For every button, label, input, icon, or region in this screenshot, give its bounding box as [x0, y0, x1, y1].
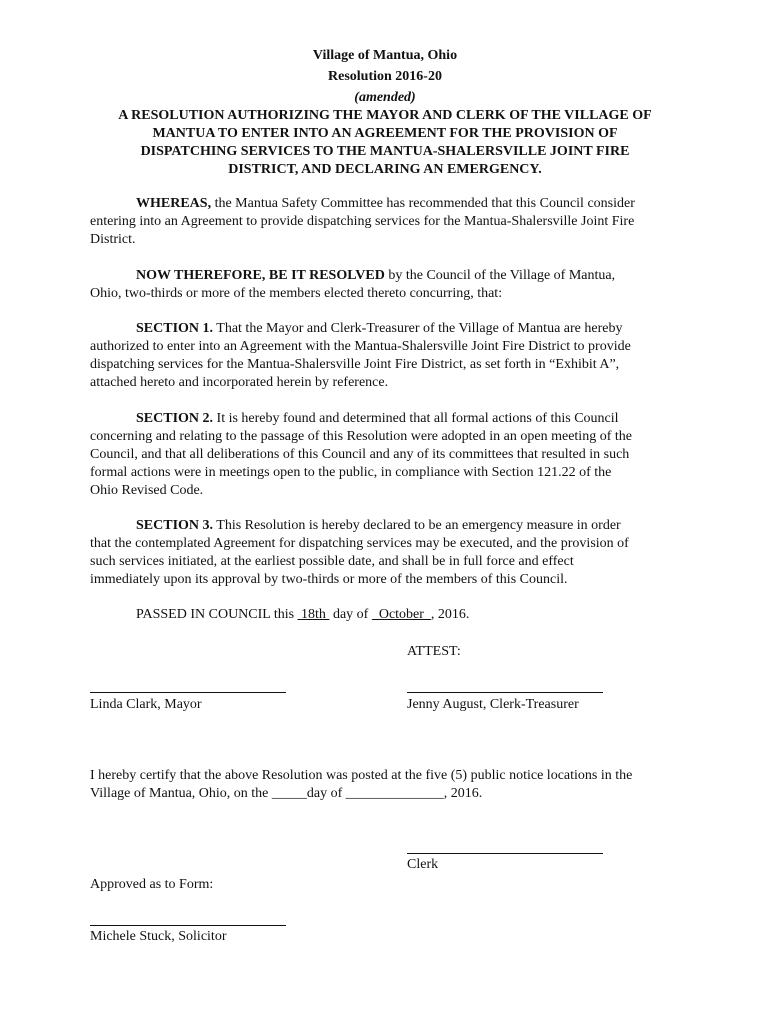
section-2-lead: SECTION 2. — [136, 411, 214, 426]
paragraph-line: District. — [90, 232, 136, 247]
paragraph-line: Ohio Revised Code. — [90, 483, 204, 498]
paragraph-line: authorized to enter into an Agreement with the Mantua-Shalersville Joint Fire District to provide — [90, 339, 631, 354]
paragraph-line: that the contemplated Agreement for dispatching services may be executed, and the provision of — [90, 536, 629, 551]
section-3-lead: SECTION 3. — [136, 518, 214, 533]
paragraph-line: by the Council of the Village of Mantua, — [384, 268, 616, 283]
resolved-paragraph — [90, 267, 678, 303]
mayor-signature-line — [90, 692, 286, 693]
paragraph-line: That the Mayor and Clerk-Treasurer of the Village of Mantua are hereby — [213, 321, 623, 336]
passed-prefix: PASSED IN COUNCIL this — [136, 607, 298, 622]
paragraph-line: This Resolution is hereby declared to be an emergency measure in order — [213, 518, 621, 533]
passed-in-council — [90, 606, 678, 624]
resolution-number: Resolution 2016-20 — [328, 69, 442, 84]
title-line: DISTRICT, AND DECLARING AN EMERGENCY. — [228, 162, 542, 177]
clerk-treasurer-name: Jenny August, Clerk-Treasurer — [407, 697, 579, 712]
title-line: A RESOLUTION AUTHORIZING THE MAYOR AND CLERK OF THE VILLAGE OF — [118, 108, 652, 123]
paragraph-line: Ohio, two-thirds or more of the members elected thereto concurring, that: — [90, 286, 503, 301]
solicitor-name: Michele Stuck, Solicitor — [90, 929, 227, 944]
whereas-paragraph — [90, 195, 678, 249]
passed-mid: day of — [329, 607, 372, 622]
resolution-title — [0, 107, 770, 179]
section-1-lead: SECTION 1. — [136, 321, 214, 336]
paragraph-line: Village of Mantua, Ohio, on the _____day of ______________, 2016. — [90, 786, 483, 801]
passed-day: 18th — [297, 607, 330, 622]
paragraph-line: Council, and that all deliberations of this Council and any of its committees that resulted in such — [90, 447, 630, 462]
certification-paragraph — [90, 767, 690, 803]
passed-suffix: , 2016. — [430, 607, 470, 622]
village-heading: Village of Mantua, Ohio — [312, 48, 458, 63]
passed-month: October — [371, 607, 431, 622]
title-line: MANTUA TO ENTER INTO AN AGREEMENT FOR THE PROVISION OF — [152, 126, 618, 141]
paragraph-line: I hereby certify that the above Resolution was posted at the five (5) public notice locations in the — [90, 768, 633, 783]
section-3 — [90, 517, 678, 589]
amended-note: (amended) — [354, 90, 416, 105]
paragraph-line: formal actions were in meetings open to the public, in compliance with Section 121.22 of the — [90, 465, 612, 480]
solicitor-signature-line — [90, 925, 286, 926]
mayor-name: Linda Clark, Mayor — [90, 697, 202, 712]
paragraph-line: It is hereby found and determined that all formal actions of this Council — [213, 411, 619, 426]
title-line: DISPATCHING SERVICES TO THE MANTUA-SHALERSVILLE JOINT FIRE — [140, 144, 630, 159]
whereas-lead: WHEREAS, — [136, 196, 212, 211]
paragraph-line: entering into an Agreement to provide dispatching services for the Mantua-Shalersville Joint Fire — [90, 214, 635, 229]
approved-as-to-form: Approved as to Form: — [90, 877, 214, 892]
clerk-signature-line — [407, 853, 603, 854]
paragraph-line: the Mantua Safety Committee has recommended that this Council consider — [211, 196, 635, 211]
paragraph-line: dispatching services for the Mantua-Shalersville Joint Fire District, as set forth in “Exhibit A”, — [90, 357, 620, 372]
resolved-lead: NOW THEREFORE, BE IT RESOLVED — [136, 268, 385, 283]
section-1 — [90, 320, 678, 392]
attest-label: ATTEST: — [407, 644, 461, 659]
paragraph-line: concerning and relating to the passage of this Resolution were adopted in an open meeting of the — [90, 429, 632, 444]
clerk-treasurer-signature-line — [407, 692, 603, 693]
paragraph-line: attached hereto and incorporated herein by reference. — [90, 375, 389, 390]
clerk-label: Clerk — [407, 857, 439, 872]
section-2 — [90, 410, 678, 500]
paragraph-line: such services initiated, at the earliest possible date, and shall be in full force and effect — [90, 554, 574, 569]
paragraph-line: immediately upon its approval by two-thirds or more of the members of this Council. — [90, 572, 568, 587]
